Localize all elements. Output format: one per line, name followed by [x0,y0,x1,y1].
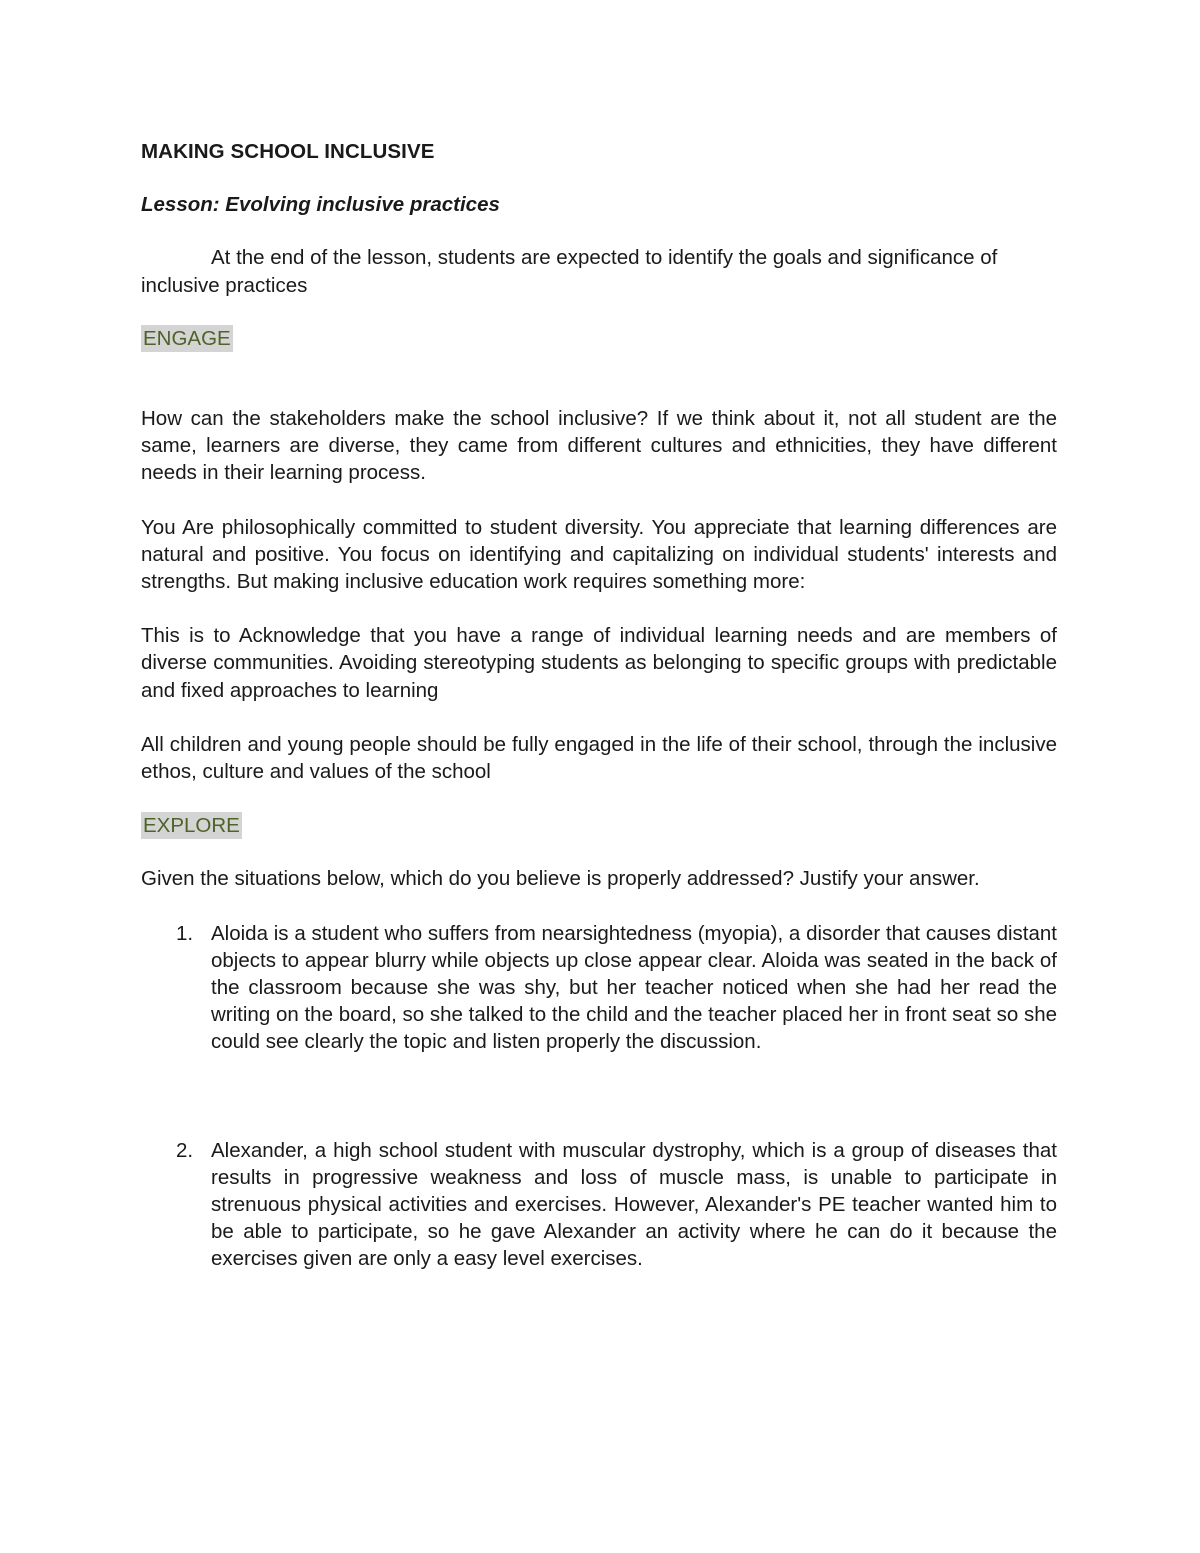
list-item-text: Alexander, a high school student with muscular dystrophy, which is a group of diseases that results in progressive weakness and loss of muscle mass, is unable to participate in strenuous physical activities and exercises. However, Alexander's PE teacher wanted him to be able to participate, so he gave Alexander an activity where he can do it because the exercises given are only a easy level exercises. [211,1138,1057,1271]
lesson-heading: Lesson: Evolving inclusive practices [141,193,500,217]
engage-paragraph-1: How can the stakeholders make the school inclusive? If we think about it, not all student are the same, learners are diverse, they came from different cultures and ethnicities, they have different needs in their learning process. [141,407,1057,485]
list-item [141,1137,1057,1273]
list-item-text: Aloida is a student who suffers from nearsightedness (myopia), a disorder that causes distant objects to appear blurry while objects up close appear clear. Aloida was seated in the back of the classroom because she was shy, but her teacher noticed when she had her read the writing on the board, so she talked to the child and the teacher placed her in front seat so she could see clearly the topic and listen properly the discussion. [211,921,1057,1054]
engage-paragraph-2: You Are philosophically committed to student diversity. You appreciate that learning differences are natural and positive. You focus on identifying and capitalizing on individual students' interests and strengths. But making inclusive education work requires something more: [141,515,1057,594]
list-item-number: 1. [176,921,194,945]
document-content [141,138,1057,1273]
engage-paragraph-4: All children and young people should be fully engaged in the life of their school, through the inclusive ethos, culture and values of the school [141,732,1057,784]
explore-label: EXPLORE [143,814,240,838]
lesson-objective: At the end of the lesson, students are expected to identify the goals and significance of inclusive practices [141,246,998,297]
engage-paragraph-3: This is to Acknowledge that you have a range of individual learning needs and are members of diverse communities. Avoiding stereotyping students as belonging to specific groups with predictable and fixed approaches to learning [141,624,1057,702]
document-title: MAKING SCHOOL INCLUSIVE [141,140,435,163]
engage-label: ENGAGE [143,326,231,350]
list-item-number: 2. [176,1138,194,1162]
situation-list [141,920,1057,1273]
engage-section-header [141,325,1057,352]
explore-prompt: Given the situations below, which do you believe is properly addressed? Justify your answer. [141,867,980,891]
list-item [141,920,1057,1056]
explore-section-header [141,812,1057,839]
